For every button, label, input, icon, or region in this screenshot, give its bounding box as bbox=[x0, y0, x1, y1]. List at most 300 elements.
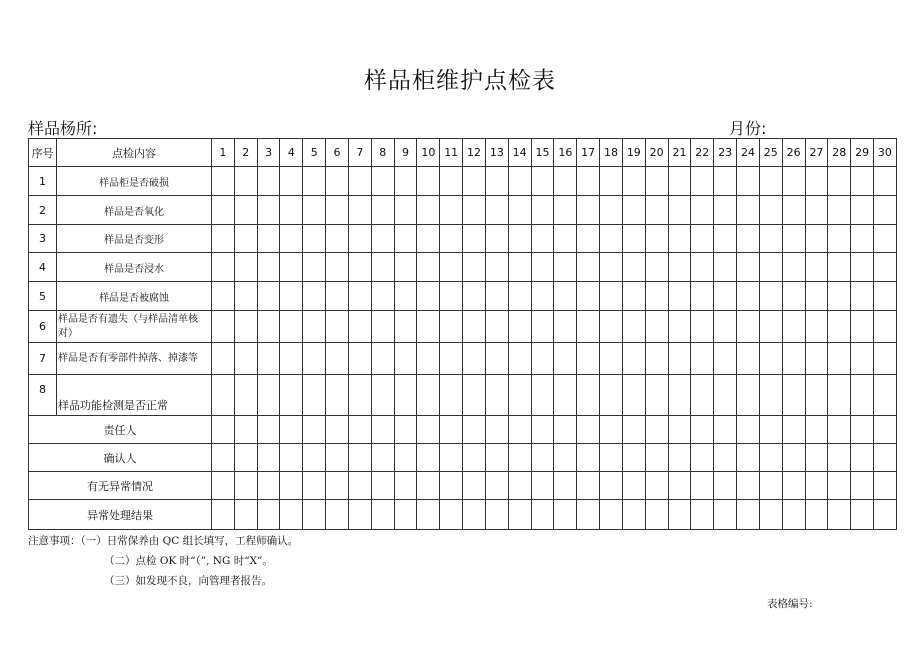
day-check-cell[interactable] bbox=[622, 282, 645, 311]
day-check-cell[interactable] bbox=[234, 167, 257, 196]
day-check-cell[interactable] bbox=[463, 225, 486, 253]
footer-day-cell[interactable] bbox=[737, 444, 760, 472]
day-check-cell[interactable] bbox=[303, 253, 326, 282]
day-check-cell[interactable] bbox=[554, 225, 577, 253]
footer-day-cell[interactable] bbox=[326, 500, 349, 530]
day-check-cell[interactable] bbox=[348, 225, 371, 253]
day-check-cell[interactable] bbox=[600, 253, 623, 282]
footer-day-cell[interactable] bbox=[828, 500, 851, 530]
day-check-cell[interactable] bbox=[303, 225, 326, 253]
day-check-cell[interactable] bbox=[851, 311, 874, 343]
day-check-cell[interactable] bbox=[874, 196, 897, 225]
footer-day-cell[interactable] bbox=[394, 416, 417, 444]
day-check-cell[interactable] bbox=[326, 225, 349, 253]
day-check-cell[interactable] bbox=[417, 311, 440, 343]
day-check-cell[interactable] bbox=[737, 167, 760, 196]
footer-day-cell[interactable] bbox=[394, 500, 417, 530]
day-check-cell[interactable] bbox=[371, 343, 394, 375]
day-check-cell[interactable] bbox=[303, 311, 326, 343]
footer-day-cell[interactable] bbox=[851, 444, 874, 472]
footer-day-cell[interactable] bbox=[622, 444, 645, 472]
day-check-cell[interactable] bbox=[394, 282, 417, 311]
day-check-cell[interactable] bbox=[326, 253, 349, 282]
day-check-cell[interactable] bbox=[508, 343, 531, 375]
day-check-cell[interactable] bbox=[782, 375, 805, 416]
day-check-cell[interactable] bbox=[212, 343, 235, 375]
day-check-cell[interactable] bbox=[440, 196, 463, 225]
footer-day-cell[interactable] bbox=[874, 416, 897, 444]
day-check-cell[interactable] bbox=[508, 253, 531, 282]
footer-day-cell[interactable] bbox=[554, 472, 577, 500]
day-check-cell[interactable] bbox=[645, 167, 668, 196]
footer-day-cell[interactable] bbox=[577, 444, 600, 472]
day-check-cell[interactable] bbox=[622, 167, 645, 196]
day-check-cell[interactable] bbox=[554, 375, 577, 416]
day-check-cell[interactable] bbox=[805, 225, 828, 253]
footer-day-cell[interactable] bbox=[440, 472, 463, 500]
footer-day-cell[interactable] bbox=[645, 416, 668, 444]
footer-day-cell[interactable] bbox=[303, 500, 326, 530]
day-check-cell[interactable] bbox=[531, 196, 554, 225]
footer-day-cell[interactable] bbox=[828, 416, 851, 444]
day-check-cell[interactable] bbox=[645, 375, 668, 416]
day-check-cell[interactable] bbox=[645, 196, 668, 225]
day-check-cell[interactable] bbox=[759, 311, 782, 343]
day-check-cell[interactable] bbox=[417, 375, 440, 416]
day-check-cell[interactable] bbox=[303, 282, 326, 311]
footer-day-cell[interactable] bbox=[371, 472, 394, 500]
day-check-cell[interactable] bbox=[371, 167, 394, 196]
day-check-cell[interactable] bbox=[257, 343, 280, 375]
day-check-cell[interactable] bbox=[600, 311, 623, 343]
day-check-cell[interactable] bbox=[805, 196, 828, 225]
footer-day-cell[interactable] bbox=[737, 472, 760, 500]
footer-day-cell[interactable] bbox=[622, 472, 645, 500]
day-check-cell[interactable] bbox=[828, 253, 851, 282]
day-check-cell[interactable] bbox=[212, 253, 235, 282]
day-check-cell[interactable] bbox=[759, 375, 782, 416]
footer-day-cell[interactable] bbox=[303, 444, 326, 472]
day-check-cell[interactable] bbox=[668, 253, 691, 282]
day-check-cell[interactable] bbox=[234, 253, 257, 282]
day-check-cell[interactable] bbox=[280, 253, 303, 282]
day-check-cell[interactable] bbox=[714, 167, 737, 196]
footer-day-cell[interactable] bbox=[463, 500, 486, 530]
day-check-cell[interactable] bbox=[463, 167, 486, 196]
day-check-cell[interactable] bbox=[234, 196, 257, 225]
footer-day-cell[interactable] bbox=[417, 416, 440, 444]
day-check-cell[interactable] bbox=[759, 253, 782, 282]
day-check-cell[interactable] bbox=[622, 343, 645, 375]
day-check-cell[interactable] bbox=[326, 311, 349, 343]
day-check-cell[interactable] bbox=[348, 311, 371, 343]
day-check-cell[interactable] bbox=[714, 311, 737, 343]
day-check-cell[interactable] bbox=[257, 167, 280, 196]
day-check-cell[interactable] bbox=[577, 282, 600, 311]
day-check-cell[interactable] bbox=[371, 375, 394, 416]
day-check-cell[interactable] bbox=[554, 196, 577, 225]
footer-day-cell[interactable] bbox=[485, 444, 508, 472]
day-check-cell[interactable] bbox=[257, 311, 280, 343]
footer-day-cell[interactable] bbox=[463, 444, 486, 472]
day-check-cell[interactable] bbox=[691, 282, 714, 311]
day-check-cell[interactable] bbox=[348, 167, 371, 196]
day-check-cell[interactable] bbox=[737, 343, 760, 375]
footer-day-cell[interactable] bbox=[782, 500, 805, 530]
day-check-cell[interactable] bbox=[874, 282, 897, 311]
day-check-cell[interactable] bbox=[851, 343, 874, 375]
day-check-cell[interactable] bbox=[440, 282, 463, 311]
day-check-cell[interactable] bbox=[280, 311, 303, 343]
footer-day-cell[interactable] bbox=[691, 416, 714, 444]
day-check-cell[interactable] bbox=[485, 225, 508, 253]
day-check-cell[interactable] bbox=[828, 196, 851, 225]
day-check-cell[interactable] bbox=[531, 225, 554, 253]
day-check-cell[interactable] bbox=[508, 196, 531, 225]
footer-day-cell[interactable] bbox=[714, 444, 737, 472]
day-check-cell[interactable] bbox=[645, 343, 668, 375]
day-check-cell[interactable] bbox=[212, 196, 235, 225]
day-check-cell[interactable] bbox=[805, 311, 828, 343]
day-check-cell[interactable] bbox=[668, 311, 691, 343]
day-check-cell[interactable] bbox=[874, 167, 897, 196]
day-check-cell[interactable] bbox=[440, 343, 463, 375]
day-check-cell[interactable] bbox=[326, 196, 349, 225]
footer-day-cell[interactable] bbox=[668, 444, 691, 472]
footer-day-cell[interactable] bbox=[280, 472, 303, 500]
day-check-cell[interactable] bbox=[212, 225, 235, 253]
day-check-cell[interactable] bbox=[622, 225, 645, 253]
day-check-cell[interactable] bbox=[212, 375, 235, 416]
day-check-cell[interactable] bbox=[714, 343, 737, 375]
footer-day-cell[interactable] bbox=[577, 500, 600, 530]
footer-day-cell[interactable] bbox=[668, 500, 691, 530]
footer-day-cell[interactable] bbox=[622, 500, 645, 530]
footer-day-cell[interactable] bbox=[212, 472, 235, 500]
footer-day-cell[interactable] bbox=[371, 416, 394, 444]
footer-day-cell[interactable] bbox=[531, 416, 554, 444]
day-check-cell[interactable] bbox=[417, 225, 440, 253]
footer-day-cell[interactable] bbox=[280, 444, 303, 472]
day-check-cell[interactable] bbox=[417, 196, 440, 225]
day-check-cell[interactable] bbox=[417, 253, 440, 282]
day-check-cell[interactable] bbox=[577, 253, 600, 282]
footer-day-cell[interactable] bbox=[440, 444, 463, 472]
day-check-cell[interactable] bbox=[691, 167, 714, 196]
day-check-cell[interactable] bbox=[485, 375, 508, 416]
footer-day-cell[interactable] bbox=[326, 416, 349, 444]
day-check-cell[interactable] bbox=[280, 343, 303, 375]
footer-day-cell[interactable] bbox=[394, 444, 417, 472]
day-check-cell[interactable] bbox=[463, 196, 486, 225]
footer-day-cell[interactable] bbox=[531, 500, 554, 530]
day-check-cell[interactable] bbox=[782, 225, 805, 253]
day-check-cell[interactable] bbox=[805, 375, 828, 416]
footer-day-cell[interactable] bbox=[326, 444, 349, 472]
footer-day-cell[interactable] bbox=[645, 472, 668, 500]
footer-day-cell[interactable] bbox=[348, 444, 371, 472]
day-check-cell[interactable] bbox=[440, 253, 463, 282]
footer-day-cell[interactable] bbox=[348, 472, 371, 500]
footer-day-cell[interactable] bbox=[805, 444, 828, 472]
day-check-cell[interactable] bbox=[691, 343, 714, 375]
footer-day-cell[interactable] bbox=[714, 500, 737, 530]
day-check-cell[interactable] bbox=[440, 311, 463, 343]
day-check-cell[interactable] bbox=[691, 375, 714, 416]
day-check-cell[interactable] bbox=[394, 253, 417, 282]
day-check-cell[interactable] bbox=[600, 282, 623, 311]
day-check-cell[interactable] bbox=[828, 343, 851, 375]
footer-day-cell[interactable] bbox=[805, 500, 828, 530]
day-check-cell[interactable] bbox=[851, 375, 874, 416]
day-check-cell[interactable] bbox=[851, 253, 874, 282]
footer-day-cell[interactable] bbox=[371, 500, 394, 530]
day-check-cell[interactable] bbox=[371, 311, 394, 343]
day-check-cell[interactable] bbox=[622, 253, 645, 282]
day-check-cell[interactable] bbox=[554, 282, 577, 311]
day-check-cell[interactable] bbox=[257, 375, 280, 416]
day-check-cell[interactable] bbox=[782, 311, 805, 343]
day-check-cell[interactable] bbox=[645, 253, 668, 282]
footer-day-cell[interactable] bbox=[348, 416, 371, 444]
day-check-cell[interactable] bbox=[782, 253, 805, 282]
footer-day-cell[interactable] bbox=[600, 444, 623, 472]
day-check-cell[interactable] bbox=[440, 167, 463, 196]
footer-day-cell[interactable] bbox=[600, 500, 623, 530]
footer-day-cell[interactable] bbox=[508, 500, 531, 530]
day-check-cell[interactable] bbox=[485, 196, 508, 225]
day-check-cell[interactable] bbox=[714, 225, 737, 253]
footer-day-cell[interactable] bbox=[417, 472, 440, 500]
day-check-cell[interactable] bbox=[622, 311, 645, 343]
footer-day-cell[interactable] bbox=[668, 472, 691, 500]
footer-day-cell[interactable] bbox=[782, 416, 805, 444]
day-check-cell[interactable] bbox=[805, 253, 828, 282]
day-check-cell[interactable] bbox=[577, 225, 600, 253]
day-check-cell[interactable] bbox=[303, 343, 326, 375]
footer-day-cell[interactable] bbox=[326, 472, 349, 500]
footer-day-cell[interactable] bbox=[348, 500, 371, 530]
footer-day-cell[interactable] bbox=[212, 444, 235, 472]
footer-day-cell[interactable] bbox=[257, 500, 280, 530]
day-check-cell[interactable] bbox=[668, 167, 691, 196]
footer-day-cell[interactable] bbox=[759, 416, 782, 444]
day-check-cell[interactable] bbox=[348, 343, 371, 375]
day-check-cell[interactable] bbox=[691, 225, 714, 253]
footer-day-cell[interactable] bbox=[280, 500, 303, 530]
day-check-cell[interactable] bbox=[600, 343, 623, 375]
day-check-cell[interactable] bbox=[234, 225, 257, 253]
footer-day-cell[interactable] bbox=[851, 472, 874, 500]
day-check-cell[interactable] bbox=[508, 167, 531, 196]
footer-day-cell[interactable] bbox=[257, 444, 280, 472]
footer-day-cell[interactable] bbox=[805, 416, 828, 444]
day-check-cell[interactable] bbox=[828, 311, 851, 343]
day-check-cell[interactable] bbox=[782, 167, 805, 196]
day-check-cell[interactable] bbox=[212, 167, 235, 196]
day-check-cell[interactable] bbox=[874, 375, 897, 416]
day-check-cell[interactable] bbox=[326, 282, 349, 311]
footer-day-cell[interactable] bbox=[759, 472, 782, 500]
day-check-cell[interactable] bbox=[714, 282, 737, 311]
day-check-cell[interactable] bbox=[737, 375, 760, 416]
day-check-cell[interactable] bbox=[805, 167, 828, 196]
day-check-cell[interactable] bbox=[851, 282, 874, 311]
footer-day-cell[interactable] bbox=[874, 500, 897, 530]
day-check-cell[interactable] bbox=[303, 375, 326, 416]
footer-day-cell[interactable] bbox=[234, 500, 257, 530]
day-check-cell[interactable] bbox=[828, 167, 851, 196]
footer-day-cell[interactable] bbox=[554, 500, 577, 530]
day-check-cell[interactable] bbox=[394, 343, 417, 375]
day-check-cell[interactable] bbox=[714, 196, 737, 225]
day-check-cell[interactable] bbox=[782, 282, 805, 311]
footer-day-cell[interactable] bbox=[417, 444, 440, 472]
footer-day-cell[interactable] bbox=[212, 416, 235, 444]
day-check-cell[interactable] bbox=[828, 282, 851, 311]
day-check-cell[interactable] bbox=[280, 375, 303, 416]
footer-day-cell[interactable] bbox=[851, 416, 874, 444]
footer-day-cell[interactable] bbox=[874, 444, 897, 472]
day-check-cell[interactable] bbox=[508, 282, 531, 311]
day-check-cell[interactable] bbox=[714, 253, 737, 282]
footer-day-cell[interactable] bbox=[234, 444, 257, 472]
day-check-cell[interactable] bbox=[280, 167, 303, 196]
day-check-cell[interactable] bbox=[577, 167, 600, 196]
day-check-cell[interactable] bbox=[417, 282, 440, 311]
footer-day-cell[interactable] bbox=[440, 416, 463, 444]
footer-day-cell[interactable] bbox=[577, 416, 600, 444]
footer-day-cell[interactable] bbox=[828, 472, 851, 500]
day-check-cell[interactable] bbox=[485, 282, 508, 311]
day-check-cell[interactable] bbox=[257, 196, 280, 225]
day-check-cell[interactable] bbox=[828, 225, 851, 253]
day-check-cell[interactable] bbox=[805, 282, 828, 311]
day-check-cell[interactable] bbox=[782, 343, 805, 375]
day-check-cell[interactable] bbox=[531, 375, 554, 416]
day-check-cell[interactable] bbox=[394, 196, 417, 225]
day-check-cell[interactable] bbox=[212, 282, 235, 311]
footer-day-cell[interactable] bbox=[691, 472, 714, 500]
day-check-cell[interactable] bbox=[782, 196, 805, 225]
footer-day-cell[interactable] bbox=[280, 416, 303, 444]
day-check-cell[interactable] bbox=[394, 225, 417, 253]
footer-day-cell[interactable] bbox=[303, 472, 326, 500]
day-check-cell[interactable] bbox=[759, 196, 782, 225]
day-check-cell[interactable] bbox=[805, 343, 828, 375]
day-check-cell[interactable] bbox=[463, 282, 486, 311]
footer-day-cell[interactable] bbox=[714, 416, 737, 444]
footer-day-cell[interactable] bbox=[531, 444, 554, 472]
footer-day-cell[interactable] bbox=[737, 416, 760, 444]
day-check-cell[interactable] bbox=[326, 167, 349, 196]
day-check-cell[interactable] bbox=[508, 375, 531, 416]
day-check-cell[interactable] bbox=[737, 253, 760, 282]
day-check-cell[interactable] bbox=[874, 253, 897, 282]
day-check-cell[interactable] bbox=[645, 311, 668, 343]
footer-day-cell[interactable] bbox=[303, 416, 326, 444]
day-check-cell[interactable] bbox=[759, 225, 782, 253]
day-check-cell[interactable] bbox=[645, 282, 668, 311]
day-check-cell[interactable] bbox=[508, 225, 531, 253]
day-check-cell[interactable] bbox=[554, 253, 577, 282]
day-check-cell[interactable] bbox=[371, 282, 394, 311]
day-check-cell[interactable] bbox=[234, 282, 257, 311]
footer-day-cell[interactable] bbox=[668, 416, 691, 444]
day-check-cell[interactable] bbox=[622, 375, 645, 416]
footer-day-cell[interactable] bbox=[463, 416, 486, 444]
footer-day-cell[interactable] bbox=[645, 500, 668, 530]
footer-day-cell[interactable] bbox=[394, 472, 417, 500]
day-check-cell[interactable] bbox=[600, 375, 623, 416]
day-check-cell[interactable] bbox=[531, 311, 554, 343]
day-check-cell[interactable] bbox=[554, 167, 577, 196]
day-check-cell[interactable] bbox=[531, 282, 554, 311]
day-check-cell[interactable] bbox=[759, 167, 782, 196]
day-check-cell[interactable] bbox=[257, 225, 280, 253]
day-check-cell[interactable] bbox=[645, 225, 668, 253]
day-check-cell[interactable] bbox=[691, 311, 714, 343]
day-check-cell[interactable] bbox=[759, 282, 782, 311]
footer-day-cell[interactable] bbox=[234, 416, 257, 444]
day-check-cell[interactable] bbox=[600, 225, 623, 253]
footer-day-cell[interactable] bbox=[759, 500, 782, 530]
day-check-cell[interactable] bbox=[257, 253, 280, 282]
footer-day-cell[interactable] bbox=[485, 416, 508, 444]
footer-day-cell[interactable] bbox=[508, 472, 531, 500]
day-check-cell[interactable] bbox=[234, 311, 257, 343]
day-check-cell[interactable] bbox=[531, 167, 554, 196]
footer-day-cell[interactable] bbox=[737, 500, 760, 530]
footer-day-cell[interactable] bbox=[714, 472, 737, 500]
day-check-cell[interactable] bbox=[485, 167, 508, 196]
day-check-cell[interactable] bbox=[257, 282, 280, 311]
day-check-cell[interactable] bbox=[371, 253, 394, 282]
day-check-cell[interactable] bbox=[348, 196, 371, 225]
day-check-cell[interactable] bbox=[417, 343, 440, 375]
day-check-cell[interactable] bbox=[577, 196, 600, 225]
day-check-cell[interactable] bbox=[737, 196, 760, 225]
day-check-cell[interactable] bbox=[668, 282, 691, 311]
day-check-cell[interactable] bbox=[326, 375, 349, 416]
day-check-cell[interactable] bbox=[463, 253, 486, 282]
day-check-cell[interactable] bbox=[531, 253, 554, 282]
day-check-cell[interactable] bbox=[326, 343, 349, 375]
day-check-cell[interactable] bbox=[577, 375, 600, 416]
day-check-cell[interactable] bbox=[737, 225, 760, 253]
footer-day-cell[interactable] bbox=[782, 472, 805, 500]
footer-day-cell[interactable] bbox=[463, 472, 486, 500]
day-check-cell[interactable] bbox=[851, 196, 874, 225]
footer-day-cell[interactable] bbox=[531, 472, 554, 500]
footer-day-cell[interactable] bbox=[554, 444, 577, 472]
day-check-cell[interactable] bbox=[463, 375, 486, 416]
day-check-cell[interactable] bbox=[668, 343, 691, 375]
day-check-cell[interactable] bbox=[394, 375, 417, 416]
day-check-cell[interactable] bbox=[668, 375, 691, 416]
footer-day-cell[interactable] bbox=[645, 444, 668, 472]
day-check-cell[interactable] bbox=[691, 196, 714, 225]
day-check-cell[interactable] bbox=[851, 167, 874, 196]
footer-day-cell[interactable] bbox=[257, 472, 280, 500]
day-check-cell[interactable] bbox=[668, 196, 691, 225]
footer-day-cell[interactable] bbox=[371, 444, 394, 472]
footer-day-cell[interactable] bbox=[577, 472, 600, 500]
day-check-cell[interactable] bbox=[622, 196, 645, 225]
day-check-cell[interactable] bbox=[874, 343, 897, 375]
day-check-cell[interactable] bbox=[440, 225, 463, 253]
footer-day-cell[interactable] bbox=[234, 472, 257, 500]
